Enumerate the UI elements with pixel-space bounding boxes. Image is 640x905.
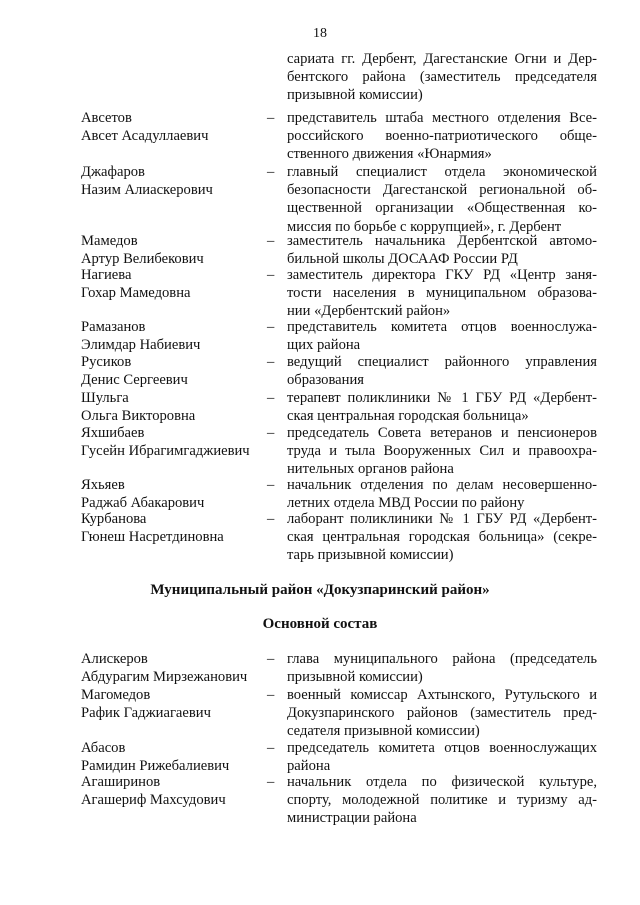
member-surname: Шульга <box>81 390 129 406</box>
member-given-name: Раджаб Абакарович <box>81 495 205 512</box>
dash: – <box>267 651 275 667</box>
description-line: российского военно-патриотического обще- <box>287 128 597 145</box>
section-title: Муниципальный район «Докузпаринский район» <box>150 582 490 598</box>
member-name <box>81 650 271 686</box>
description-line: безопасности Дагестанской региональной об- <box>287 182 597 199</box>
dash: – <box>267 425 275 441</box>
description-line: щих района <box>287 337 361 354</box>
description-line: лаборант поликлиники № 1 ГБУ РД «Дербент- <box>287 511 597 527</box>
member-description <box>287 389 597 425</box>
member-given-name: Гюнеш Насретдиновна <box>81 529 224 546</box>
member-surname: Курбанова <box>81 511 147 527</box>
member-surname: Нагиева <box>81 267 132 283</box>
description-line: Докузпаринского районов (заместитель пред- <box>287 705 597 722</box>
description-line: заместитель начальника Дербентской автомо- <box>287 233 597 249</box>
dash: – <box>267 110 275 126</box>
member-description <box>287 773 597 828</box>
member-description <box>287 163 597 236</box>
description-line: представитель штаба местного отделения Все- <box>287 110 597 126</box>
dash: – <box>267 740 275 756</box>
member-given-name: Гохар Мамедовна <box>81 285 191 302</box>
description-line: нии «Дербентский район» <box>287 303 451 320</box>
description-line: щественной организации «Общественная ко- <box>287 200 597 217</box>
member-surname: Джафаров <box>81 164 145 180</box>
member-description <box>287 266 597 321</box>
member-name <box>81 232 271 268</box>
description-line: тости населения в муниципальном образова- <box>287 285 597 302</box>
member-description <box>287 353 597 389</box>
description-line: нительных органов района <box>287 461 454 478</box>
member-surname: Яхшибаев <box>81 425 145 441</box>
member-name <box>81 353 271 389</box>
member-name <box>81 773 271 809</box>
description-line: ственного движения «Юнармия» <box>287 146 492 163</box>
member-surname: Мамедов <box>81 233 138 249</box>
member-description <box>287 476 597 512</box>
description-line: представитель комитета отцов военнослужа- <box>287 319 597 335</box>
member-surname: Магомедов <box>81 687 151 703</box>
description-line: бентского района (заместитель председателя <box>287 69 597 86</box>
dash: – <box>267 354 275 370</box>
member-description <box>287 739 597 775</box>
description-line: глава муниципального района (председатель <box>287 651 597 667</box>
member-name <box>81 424 271 460</box>
dash: – <box>267 774 275 790</box>
member-given-name: Элимдар Набиевич <box>81 337 201 354</box>
description-line: начальник отдела по физической культуре, <box>287 774 597 790</box>
member-name <box>81 109 271 145</box>
dash: – <box>267 511 275 527</box>
dash: – <box>267 164 275 180</box>
description-line: председатель Совета ветеранов и пенсионеров <box>287 425 597 441</box>
description-line: района <box>287 758 331 775</box>
member-name <box>81 389 271 425</box>
member-description <box>287 510 597 565</box>
member-given-name: Рафик Гаджиагаевич <box>81 705 211 722</box>
description-line: ведущий специалист районного управления <box>287 354 597 370</box>
description-line: ская центральная городская больница» <box>287 408 529 425</box>
member-given-name: Гусейн Ибрагимгаджиевич <box>81 443 250 460</box>
member-surname: Яхьяев <box>81 477 125 493</box>
member-surname: Рамазанов <box>81 319 146 335</box>
dash: – <box>267 267 275 283</box>
dash: – <box>267 477 275 493</box>
description-line: председатель комитета отцов военнослужащих <box>287 740 597 756</box>
dash: – <box>267 390 275 406</box>
member-given-name: Агашериф Махсудович <box>81 792 226 809</box>
member-surname: Русиков <box>81 354 132 370</box>
description-line: призывной комиссии) <box>287 87 423 104</box>
member-given-name: Назим Алиаскерович <box>81 182 213 199</box>
page-number: 18 <box>313 26 327 41</box>
description-line: спорту, молодежной политике и туризму ад- <box>287 792 597 809</box>
member-given-name: Денис Сергеевич <box>81 372 188 389</box>
member-given-name: Артур Велибекович <box>81 251 204 268</box>
continued-description <box>287 50 597 105</box>
description-line: министрации района <box>287 810 417 827</box>
member-name <box>81 318 271 354</box>
member-name <box>81 686 271 722</box>
description-line: сариата гг. Дербент, Дагестанские Огни и Дер- <box>287 51 597 67</box>
member-given-name: Абдурагим Мирзежанович <box>81 669 248 686</box>
member-name <box>81 476 271 512</box>
member-description <box>287 650 597 686</box>
member-surname: Абасов <box>81 740 126 756</box>
member-description <box>287 109 597 164</box>
member-name <box>81 739 271 775</box>
member-description <box>287 232 597 268</box>
description-line: военный комиссар Ахтынского, Рутульского и <box>287 687 597 703</box>
description-line: ская центральная городская больница» (секре- <box>287 529 597 546</box>
dash: – <box>267 319 275 335</box>
description-line: бильной школы ДОСААФ России РД <box>287 251 518 268</box>
description-line: терапевт поликлиники № 1 ГБУ РД «Дербент- <box>287 390 597 406</box>
member-given-name: Авсет Асадуллаевич <box>81 128 209 145</box>
description-line: образования <box>287 372 364 389</box>
member-surname: Авсетов <box>81 110 132 126</box>
dash: – <box>267 687 275 703</box>
member-description <box>287 424 597 479</box>
description-line: главный специалист отдела экономической <box>287 164 597 180</box>
member-name <box>81 266 271 302</box>
section-subtitle: Основной состав <box>262 616 378 632</box>
description-line: седателя призывной комиссии) <box>287 723 480 740</box>
description-line: начальник отделения по делам несовершенно- <box>287 477 597 493</box>
member-description <box>287 318 597 354</box>
member-given-name: Рамидин Рижебалиевич <box>81 758 230 775</box>
description-line: летних отдела МВД России по району <box>287 495 525 512</box>
description-line: тарь призывной комиссии) <box>287 547 454 564</box>
member-name <box>81 510 271 546</box>
member-name <box>81 163 271 199</box>
member-description <box>287 686 597 741</box>
description-line: миссия по борьбе с коррупцией», г. Дербент <box>287 218 562 235</box>
member-surname: Агаширинов <box>81 774 161 790</box>
member-surname: Алискеров <box>81 651 148 667</box>
description-line: труда и тыла Вооруженных Сил и правоохра- <box>287 443 597 460</box>
member-given-name: Ольга Викторовна <box>81 408 196 425</box>
description-line: заместитель директора ГКУ РД «Центр заня- <box>287 267 597 283</box>
dash: – <box>267 233 275 249</box>
description-line: призывной комиссии) <box>287 669 423 686</box>
